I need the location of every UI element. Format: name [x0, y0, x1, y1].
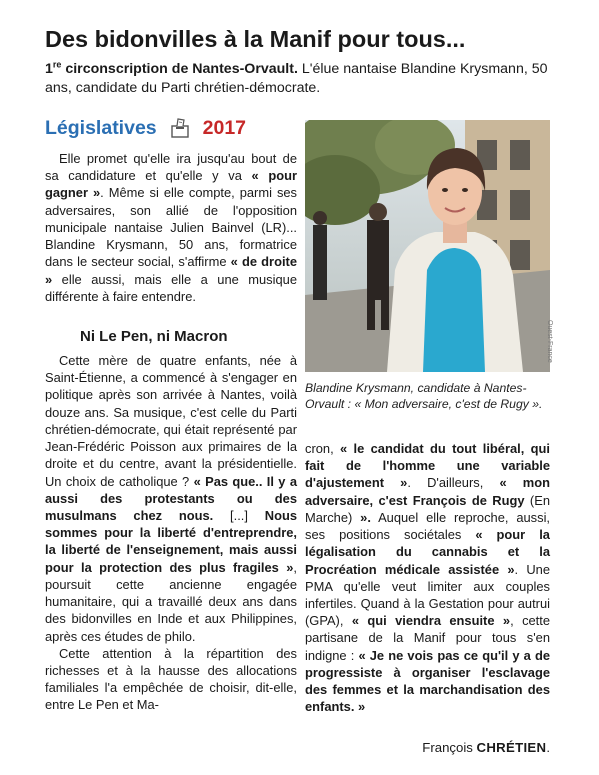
col2-quote-4: « qui viendra ensuite »	[351, 613, 511, 629]
body-paragraph-3	[305, 440, 550, 716]
author-last-name: CHRÉTIEN	[476, 740, 547, 755]
intertitle: Ni Le Pen, ni Macron	[80, 328, 228, 345]
body1-quote-2: Nous sommes pour la liberté d'entreprendre, la liberté de l'enseignement, mais aussi pour la protection des plus fragiles »	[45, 507, 297, 575]
body1-quote-1: « Pas que.. Il y a aussi des protestants ou des musulmans chez nous.	[45, 473, 297, 523]
intro-text-3: elle aussi, mais elle a une musique différente à faire entendre.	[45, 271, 297, 304]
col2-quote-1: « le candidat du tout libéral, qui fait de l'homme une variable d'ajustement »	[305, 441, 550, 491]
deck-number: 1	[45, 61, 53, 77]
section-kicker	[45, 115, 297, 141]
col2-quote-2: « mon adversaire, c'est François de Rugy	[305, 475, 550, 508]
body-column-1	[45, 352, 297, 714]
author-first-name: François	[422, 740, 477, 755]
body1-text-1: Cette mère de quatre enfants, née à Saint-Étienne, a commencé à s'engager en politique après son arrivée à Nantes, voilà douze ans. Sa musique, c'est celle du Parti chrétien-démocrate, qui était représenté par Jean-Frédéric Poisson aux primaires de la droite et du centre, avant la présidentielle. Un choix de catholique ?	[45, 353, 297, 489]
body1-text-3: , poursuit cette ancienne engagée humanitaire, qui a travaillé deux ans dans des bidonvilles en Inde et aux Philippines, après ces études de philo.	[45, 559, 297, 644]
col2-text-5: . Une PMA qu'elle veut limiter aux couples infertiles. Quand à la Gestation pour autrui (GPA),	[305, 561, 550, 629]
article-headline: Des bidonvilles à la Manif pour tous...	[45, 26, 466, 52]
col2-text-2: . D'ailleurs,	[407, 475, 500, 491]
col2-quote-5: « Je ne vois pas ce qu'il y a de progressiste à organiser l'esclavage des femmes et la marchandisation des enfants. »	[305, 647, 550, 715]
body-paragraph-2	[45, 645, 297, 714]
intro-text-1: Elle promet qu'elle ira jusqu'au bout de sa candidature et qu'elle y va	[45, 151, 297, 184]
col2-text-4: Auquel elle reproche, aussi, ses positions sociétales	[305, 509, 551, 543]
intro-quote-1: « pour gagner »	[45, 168, 298, 201]
body1-text-2: [...]	[213, 507, 265, 523]
body2-text-1: Cette attention à la répartition des richesses et à la hausse des allocations familiales l'a empêchée de choisir, dit-elle, entre Le Pen et Ma-	[45, 645, 297, 713]
kicker-year: 2017	[202, 116, 247, 139]
author-signature-dot: .	[546, 740, 550, 755]
deck-text: L'élue nantaise Blandine Krysmann, 50 ans, candidate du Parti chrétien-démocrate.	[45, 61, 548, 96]
article-deck	[45, 60, 565, 97]
photo-caption: Blandine Krysmann, candidate à Nantes-Orvault : « Mon adversaire, c'est de Rugy ».	[305, 381, 543, 412]
candidate-photo-image	[305, 120, 550, 372]
deck-constituency-name: circonscription de Nantes-Orvault.	[61, 61, 298, 77]
body-column-2	[305, 440, 550, 716]
kicker-word: Législatives	[45, 116, 157, 139]
col2-text-6: , cette partisane de la Manif pour tous s'en indigne :	[305, 613, 551, 663]
candidate-photo	[305, 120, 550, 372]
body-paragraph-1	[45, 352, 297, 645]
deck-constituency	[45, 61, 298, 77]
col2-text-1: cron,	[305, 441, 341, 456]
author-signature	[305, 740, 550, 755]
col2-quote-2-end: ».	[360, 509, 371, 525]
intro-paragraph	[45, 150, 297, 305]
intro-text-2: . Même si elle compte, parmi ses adversaires, son allié de l'opposition municipale nantaise Julien Bainvel (LR)... Blandine Krysmann, 50 ans, formatrice dans le secteur social, s'affirme	[45, 185, 297, 270]
photo-credit: Ouest-France	[546, 320, 553, 363]
ballot-box-icon	[169, 117, 191, 139]
deck-ordinal: re	[52, 59, 62, 70]
col2-quote-3: « pour la légalisation du cannabis et la Procréation médicale assistée »	[305, 527, 550, 577]
col2-text-3: (En Marche)	[305, 492, 550, 525]
intro-quote-2: « de droite »	[45, 254, 297, 287]
